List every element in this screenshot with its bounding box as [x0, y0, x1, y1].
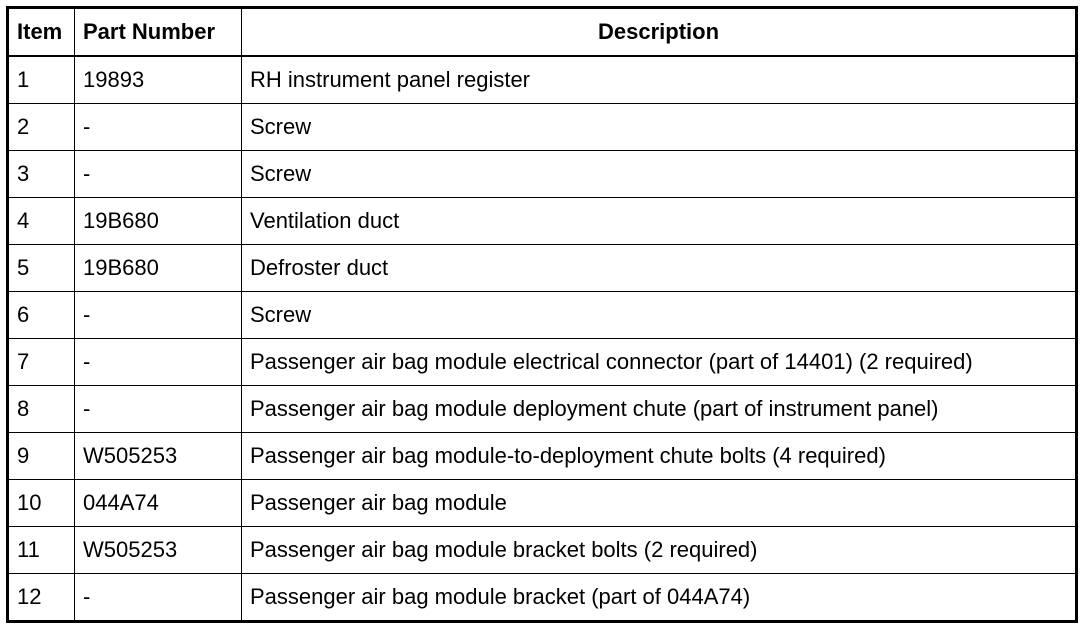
cell-item: 12: [8, 574, 75, 622]
cell-item: 4: [8, 198, 75, 245]
table-row: [8, 386, 1077, 433]
cell-part-number: 19B680: [75, 245, 242, 292]
cell-part-number: -: [75, 292, 242, 339]
cell-part-number: -: [75, 574, 242, 622]
cell-description: Passenger air bag module-to-deployment chute bolts (4 required): [242, 433, 1077, 480]
cell-part-number: 19893: [75, 56, 242, 104]
cell-part-number: W505253: [75, 527, 242, 574]
cell-item: 1: [8, 56, 75, 104]
cell-item: 10: [8, 480, 75, 527]
cell-item: 9: [8, 433, 75, 480]
parts-table: [6, 6, 1078, 623]
table-row: [8, 339, 1077, 386]
cell-description: Passenger air bag module bracket (part of 044A74): [242, 574, 1077, 622]
table-row: [8, 151, 1077, 198]
cell-description: Passenger air bag module electrical connector (part of 14401) (2 required): [242, 339, 1077, 386]
cell-part-number: -: [75, 339, 242, 386]
header-item: Item: [8, 8, 75, 57]
cell-description: Passenger air bag module: [242, 480, 1077, 527]
cell-description: RH instrument panel register: [242, 56, 1077, 104]
cell-part-number: -: [75, 104, 242, 151]
table-row: [8, 433, 1077, 480]
cell-description: Ventilation duct: [242, 198, 1077, 245]
header-description: Description: [242, 8, 1077, 57]
header-part-number: Part Number: [75, 8, 242, 57]
cell-description: Passenger air bag module bracket bolts (2 required): [242, 527, 1077, 574]
cell-part-number: 19B680: [75, 198, 242, 245]
table-row: [8, 56, 1077, 104]
cell-part-number: -: [75, 386, 242, 433]
cell-description: Defroster duct: [242, 245, 1077, 292]
cell-description: Screw: [242, 151, 1077, 198]
table-header-row: [8, 8, 1077, 57]
table-row: [8, 104, 1077, 151]
table-row: [8, 574, 1077, 622]
cell-item: 8: [8, 386, 75, 433]
cell-description: Passenger air bag module deployment chute (part of instrument panel): [242, 386, 1077, 433]
cell-description: Screw: [242, 104, 1077, 151]
cell-description: Screw: [242, 292, 1077, 339]
cell-part-number: W505253: [75, 433, 242, 480]
cell-item: 2: [8, 104, 75, 151]
table-row: [8, 527, 1077, 574]
table-row: [8, 198, 1077, 245]
cell-item: 6: [8, 292, 75, 339]
cell-item: 11: [8, 527, 75, 574]
cell-item: 5: [8, 245, 75, 292]
table-row: [8, 292, 1077, 339]
cell-item: 7: [8, 339, 75, 386]
cell-part-number: -: [75, 151, 242, 198]
table-row: [8, 245, 1077, 292]
cell-item: 3: [8, 151, 75, 198]
cell-part-number: 044A74: [75, 480, 242, 527]
table-row: [8, 480, 1077, 527]
